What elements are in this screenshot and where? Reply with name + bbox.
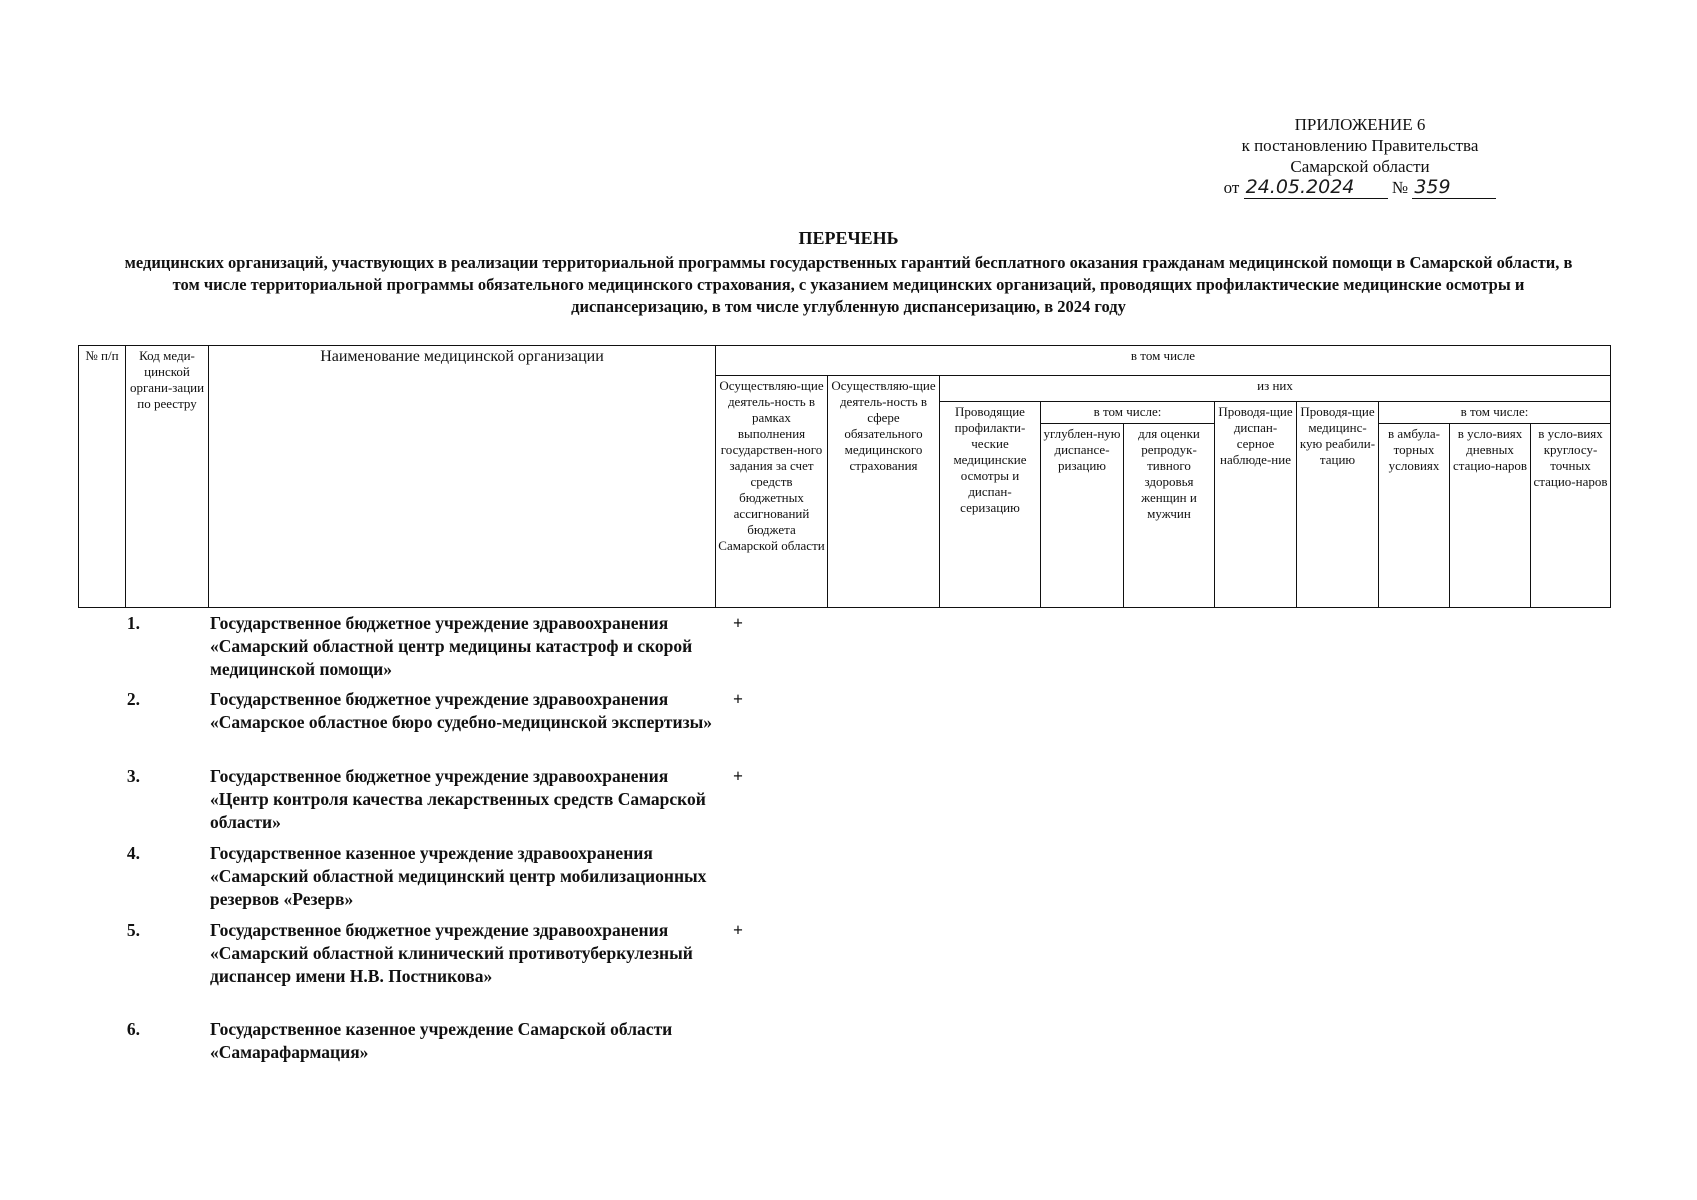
header-including: в том числе <box>716 346 1611 376</box>
header-repro: для оценки репродук-тивного здоровья женщин и мужчин <box>1124 424 1215 608</box>
header-num: № п/п <box>79 346 126 608</box>
header-oms: Осуществляю-щие деятель-ность в сфере обязательного медицинского страхования <box>828 376 940 608</box>
row-num: 3. <box>126 766 140 786</box>
header-of-them: из них <box>940 376 1611 402</box>
row-budget-mark: + <box>733 613 743 633</box>
row-name: Государственное бюджетное учреждение здравоохранения «Самарский областной клинический противотуберкулезный диспансер имени Н.В. Постникова» <box>210 920 693 986</box>
row-num: 5. <box>126 920 140 940</box>
header-prof: Проводящие профилакти-ческие медицинские осмотры и диспан-серизацию <box>940 402 1041 608</box>
row-name: Государственное бюджетное учреждение здравоохранения «Центр контроля качества лекарственных средств Самарской области» <box>210 766 706 832</box>
header-amb: в амбула-торных условиях <box>1379 424 1450 608</box>
row-budget-mark: + <box>733 766 743 786</box>
row-name: Государственное бюджетное учреждение здравоохранения «Самарский областной центр медицины катастроф и скорой медицинской помощи» <box>210 613 693 679</box>
header-deep: углублен-ную диспансе-ризацию <box>1041 424 1124 608</box>
row-name: Государственное бюджетное учреждение здравоохранения «Самарское областное бюро судебно-медицинской экспертизы» <box>210 689 713 732</box>
header-budget: Осуществляю-щие деятель-ность в рамках выполнения государствен-ного задания за счет средств бюджетных ассигнований бюджета Самарской области <box>716 376 828 608</box>
appendix-title: ПРИЛОЖЕНИЕ 6 <box>1294 115 1426 134</box>
header-including-3: в том числе: <box>1379 402 1611 424</box>
header-day: в усло-виях дневных стацио-наров <box>1450 424 1531 608</box>
handwritten-date: 24.05.2024 <box>1244 177 1388 199</box>
document-title: ПЕРЕЧЕНЬ <box>798 228 899 248</box>
header-disp: Проводя-щие диспан-серное наблюде-ние <box>1215 402 1297 608</box>
header-round: в усло-виях круглосу-точных стацио-наров <box>1531 424 1611 608</box>
row-num: 6. <box>126 1019 140 1039</box>
header-including-2: в том числе: <box>1041 402 1215 424</box>
handwritten-number: 359 <box>1412 177 1496 199</box>
header-name: Наименование медицинской организации <box>209 346 716 608</box>
document-subtitle: медицинских организаций, участвующих в реализации территориальной программы государственных гарантий бесплатного оказания гражданам медицинской помощи в Самарской области, в том числе территориальной программы обязательного медицинского страхования, с указанием медицинских организаций, проводящих профилактические медицинские осмотры и диспансеризацию, в том числе углубленную диспансеризацию, в 2024 году <box>124 253 1573 316</box>
from-label: от <box>1223 178 1240 197</box>
appendix-date-line <box>1224 177 1497 199</box>
row-name: Государственное казенное учреждение Самарской области «Самарафармация» <box>210 1019 673 1062</box>
appendix-block <box>1200 114 1520 199</box>
table-header <box>78 345 1611 608</box>
appendix-line-2: Самарской области <box>1290 157 1430 176</box>
row-name: Государственное казенное учреждение здравоохранения «Самарский областной медицинский центр мобилизационных резервов «Резерв» <box>210 843 707 909</box>
header-rehab: Проводя-щие медицинс-кую реабили-тацию <box>1297 402 1379 608</box>
appendix-line-1: к постановлению Правительства <box>1241 136 1479 155</box>
row-num: 4. <box>126 843 140 863</box>
row-num: 2. <box>126 689 140 709</box>
header-code: Код меди-цинской органи-зации по реестру <box>126 346 209 608</box>
row-budget-mark: + <box>733 920 743 940</box>
row-budget-mark: + <box>733 689 743 709</box>
row-num: 1. <box>126 613 140 633</box>
number-label: № <box>1391 178 1409 197</box>
